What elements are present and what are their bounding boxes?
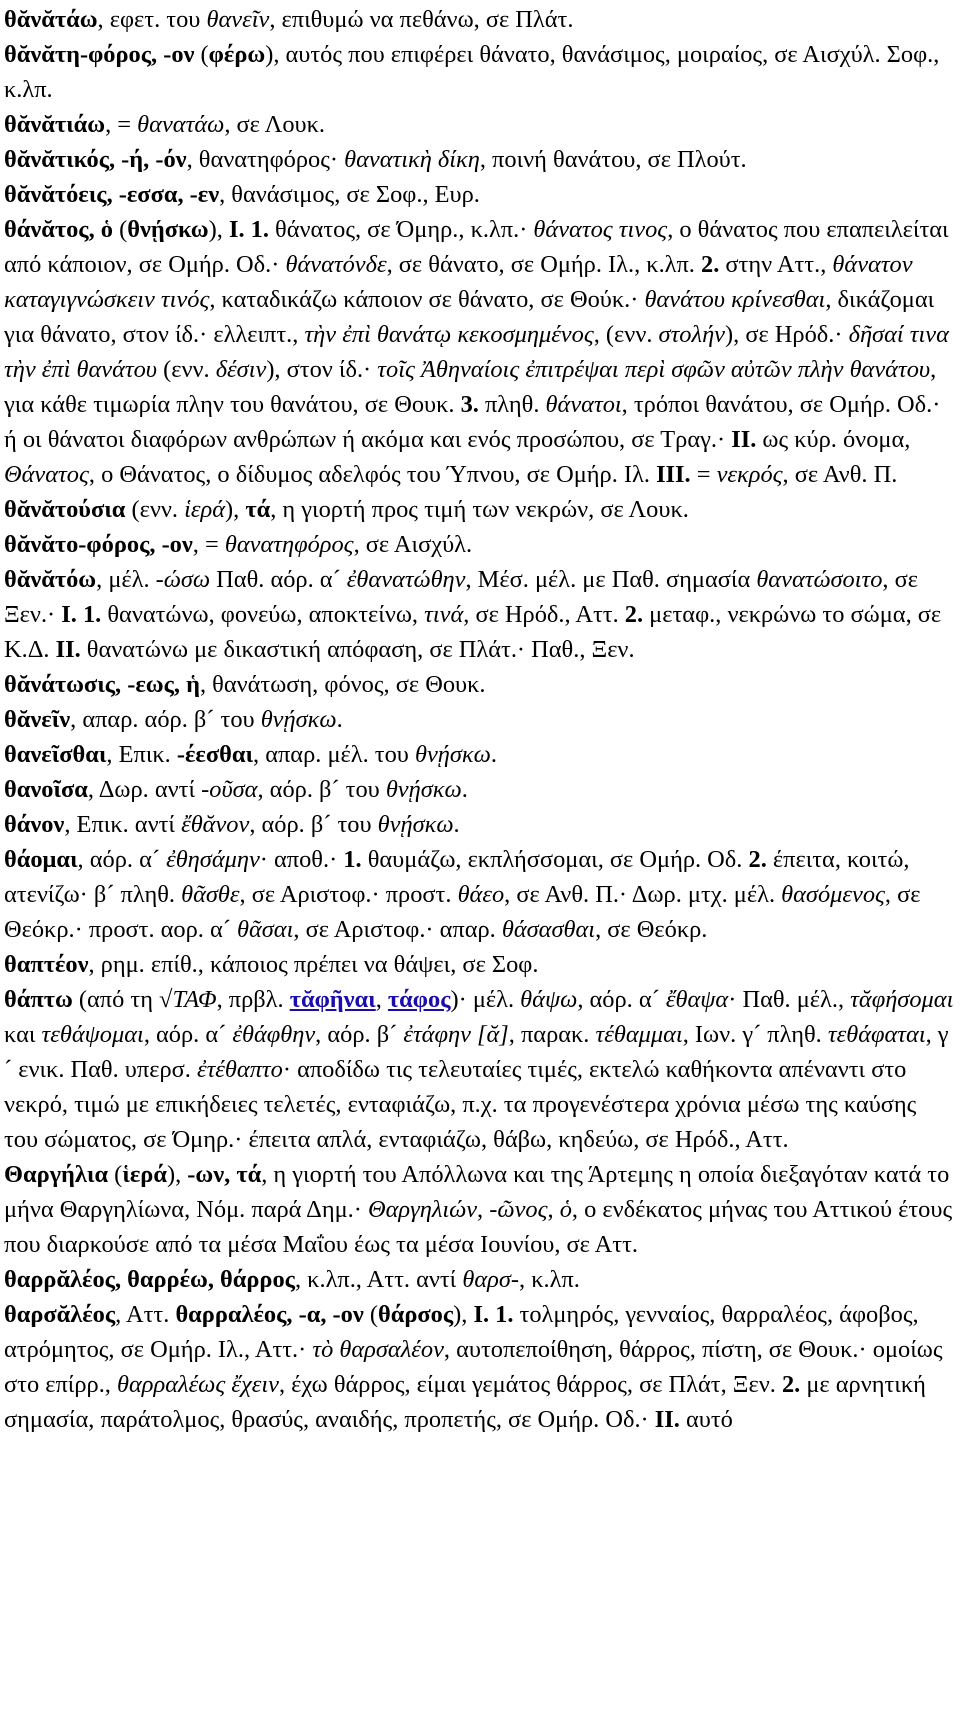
definition-text: . <box>490 741 497 768</box>
definition-text: , παρακ. <box>508 1021 596 1048</box>
definition-text: , κ.λπ., Αττ. αντί <box>294 1266 463 1293</box>
dictionary-entry <box>4 842 956 947</box>
dictionary-entry <box>4 37 956 107</box>
definition-text: , εφετ. του <box>97 6 207 33</box>
italic-text: τεθάφαται <box>827 1021 926 1048</box>
italic-text: θανεῖν <box>206 6 270 33</box>
italic-text: Θάνατος <box>4 461 89 488</box>
headword-text: θᾰνάτωσις, -εως, ἡ <box>4 671 200 698</box>
headword-text: θᾰνᾰτιάω <box>4 111 106 138</box>
italic-text: θασόμενος <box>781 881 885 908</box>
definition-text: . <box>453 811 460 838</box>
dictionary-entry <box>4 1157 956 1262</box>
definition-text: , η γιορτή του Απόλλωνα και της Άρτεμης η οποία διεξαγόταν κατά το μήνα Θαργηλίωνα, Νόμ. παρά Δημ.· <box>4 1161 950 1223</box>
headword-text: θαρρᾰλέος, θαρρέω, θάρρος <box>4 1266 295 1293</box>
definition-text: , αόρ. α´ <box>577 986 666 1013</box>
headword-text: θᾰνᾰτόεις, -εσσα, -εν <box>4 181 220 208</box>
headword-text: I. 1. <box>228 216 269 243</box>
headword-text: 1. <box>343 846 362 873</box>
headword-text: 2. <box>701 251 720 278</box>
dictionary-entry <box>4 1297 956 1437</box>
italic-text: ἐθησάμην <box>166 846 260 873</box>
italic-text: νεκρός <box>716 461 783 488</box>
italic-text: ἐθανατώθην <box>346 566 466 593</box>
definition-text: θανατώνω, φονεύω, αποκτείνω, <box>101 601 425 628</box>
italic-text: στολήν <box>658 321 725 348</box>
definition-text: θανατώνω με δικαστική απόφαση, σε Πλάτ.· Παθ., Ξεν. <box>80 636 635 663</box>
definition-text: , σε Ανθ. Π.· Δωρ. μτχ. μέλ. <box>504 881 782 908</box>
definition-text: θαυμάζω, εκπλήσσομαι, σε Ομήρ. Οδ. <box>361 846 749 873</box>
headword-text: θᾰνᾰτάω <box>4 6 98 33</box>
italic-text: τέθαμμαι <box>595 1021 683 1048</box>
italic-text: θανάτου κρίνεσθαι <box>644 286 826 313</box>
definition-text: , <box>547 1196 560 1223</box>
headword-text: θᾰνᾰτικός, -ή, -όν <box>4 146 187 173</box>
dictionary-entry <box>4 772 956 807</box>
definition-text: , Μέσ. μέλ. με Παθ. σημασία <box>465 566 757 593</box>
definition-text: )· μέλ. <box>450 986 521 1013</box>
dictionary-entry <box>4 527 956 562</box>
headword-text: 2. <box>748 846 767 873</box>
definition-text: ως κύρ. όνομα, <box>756 426 911 453</box>
italic-text: θάνατος τινος <box>533 216 668 243</box>
headword-text: θᾰνεῖν <box>4 706 71 733</box>
italic-text: θνῄσκω <box>385 776 462 803</box>
definition-text: , Αττ. <box>115 1301 176 1328</box>
definition-text: , Επικ. αντί <box>64 811 182 838</box>
italic-text: δέσιν <box>215 356 267 383</box>
definition-text: , - <box>477 1196 498 1223</box>
definition-text: στην Αττ., <box>719 251 833 278</box>
headword-text: θανοῖσα <box>4 776 88 803</box>
definition-text: , = <box>192 531 225 558</box>
definition-text: , κ.λπ. <box>519 1266 580 1293</box>
dictionary-entry <box>4 562 956 667</box>
definition-text: , σε Ξεν.· <box>4 566 919 628</box>
headword-text: θᾰνᾰτο-φόρος, -ον <box>4 531 193 558</box>
italic-text: ώσω <box>163 566 211 593</box>
headword-text: θᾰνᾰτούσια <box>4 496 126 523</box>
italic-text: θαρραλέως ἔχειν <box>117 1371 279 1398</box>
italic-text: ἐτάφην [ᾰ] <box>403 1021 509 1048</box>
definition-text: , για κάθε τιμωρία πλην του θανάτου, σε Θουκ. <box>4 356 937 418</box>
headword-text: θάομαι <box>4 846 78 873</box>
cross-reference-link[interactable]: τᾰφῆναι <box>289 986 376 1013</box>
italic-text: ΤΑΦ <box>172 986 217 1013</box>
italic-text: θνῄσκω <box>377 811 454 838</box>
dictionary-entry <box>4 702 956 737</box>
headword-text: 2. <box>781 1371 801 1398</box>
definition-text: , (ενν. <box>593 321 659 348</box>
definition-text: , = <box>105 111 138 138</box>
headword-text: θᾰνᾰτη-φόρος, -ον <box>4 41 195 68</box>
dictionary-entry <box>4 667 956 702</box>
headword-text: θάνον <box>4 811 65 838</box>
headword-text: θνῄσκω <box>127 216 209 243</box>
dictionary-entry <box>4 982 956 1157</box>
definition-text: , πρβλ. <box>216 986 290 1013</box>
definition-text: , Επικ. <box>106 741 177 768</box>
definition-text: , θανάτωση, φόνος, σε Θουκ. <box>199 671 486 698</box>
italic-text: θᾶσθε <box>181 881 240 908</box>
definition-text: αυτό <box>679 1406 733 1433</box>
definition-text: , αυτοπεποίθηση, θάρρος, πίστη, σε Θουκ.· ομοίως στο επίρρ., <box>4 1336 943 1398</box>
dictionary-entry <box>4 2 956 37</box>
headword-text: III. <box>656 461 691 488</box>
definition-text: πληθ. <box>478 391 546 418</box>
definition-text: (ενν. <box>125 496 185 523</box>
italic-text: θάσασθαι <box>501 916 596 943</box>
definition-text: , θανάσιμος, σε Σοφ., Ευρ. <box>219 181 480 208</box>
definition-text: , ρημ. επίθ., κάποιος πρέπει να θάψει, σε Σοφ. <box>88 951 539 978</box>
definition-text: , σε Λουκ. <box>224 111 326 138</box>
headword-text: θάνᾰτος, ὁ <box>4 216 113 243</box>
dictionary-entry <box>4 107 956 142</box>
definition-text: , αόρ. α´ <box>77 846 167 873</box>
definition-text: = <box>690 461 717 488</box>
italic-text: ὁ <box>559 1196 572 1223</box>
definition-text: , η γιορτή προς τιμή των νεκρών, σε Λουκ. <box>270 496 689 523</box>
definition-text: , Ιων. γ´ πληθ. <box>682 1021 828 1048</box>
headword-text: φέρω <box>208 41 266 68</box>
headword-text: θαρσᾰλέος <box>4 1301 116 1328</box>
italic-text: θανατηφόρος <box>224 531 354 558</box>
italic-text: ἔθᾰνον <box>181 811 250 838</box>
definition-text: , σε Ηρόδ., Αττ. <box>463 601 625 628</box>
italic-text: θανατώσοιτο <box>756 566 883 593</box>
definition-text: Παθ. αόρ. α´ <box>210 566 347 593</box>
definition-text: , έχω θάρρος, είμαι γεμάτος θάρρος, σε Πλάτ, Ξεν. <box>278 1371 782 1398</box>
definition-text: θάνατος, σε Όμηρ., κ.λπ.· <box>268 216 534 243</box>
italic-text: οῦσα <box>209 776 258 803</box>
dictionary-entry <box>4 1262 956 1297</box>
definition-text: (από τη √ <box>72 986 173 1013</box>
definition-text: , θανατηφόρος· <box>186 146 345 173</box>
definition-text: . <box>461 776 468 803</box>
italic-text: θανατάω <box>137 111 225 138</box>
definition-text: , επιθυμώ να πεθάνω, σε Πλάτ. <box>269 6 574 33</box>
definition-text: , δικάζομαι για θάνατο, στον ίδ.· ελλειπτ., <box>4 286 935 348</box>
italic-text: ἐθάφθην <box>232 1021 316 1048</box>
definition-text: ( <box>194 41 209 68</box>
italic-text: δῆσαί τινα τὴν ἐπὶ θανάτου <box>4 321 949 383</box>
definition-text: , σε Ανθ. Π. <box>782 461 898 488</box>
italic-text: τινά <box>424 601 464 628</box>
definition-text: ( <box>108 1161 123 1188</box>
dictionary-entry <box>4 492 956 527</box>
headword-text: τά <box>245 496 271 523</box>
definition-text: ), <box>166 1161 188 1188</box>
definition-text: (ενν. <box>157 356 216 383</box>
dictionary-entry <box>4 142 956 177</box>
italic-text: ἔθαψα <box>665 986 729 1013</box>
definition-text: ), σε Ηρόδ.· <box>725 321 849 348</box>
definition-text: , τρόποι θανάτου, σε Ομήρ. Οδ.· ή οι θάνατοι διαφόρων ανθρώπων ή ακόμα και ενός προσώπου, σε Τραγ.· <box>4 391 941 453</box>
definition-text: , αόρ. β´ <box>315 1021 404 1048</box>
italic-text: τεθάψομαι <box>41 1021 144 1048</box>
definition-text: , αόρ. α´ <box>143 1021 233 1048</box>
definition-text: , ποινή θανάτου, σε Πλούτ. <box>479 146 747 173</box>
definition-text: , μέλ. - <box>96 566 164 593</box>
definition-text: , αόρ. β´ του <box>249 811 378 838</box>
italic-text: ῶνος <box>497 1196 548 1223</box>
definition-text: , Δωρ. αντί - <box>87 776 210 803</box>
headword-text: θάπτω <box>4 986 73 1013</box>
italic-text: ἐτέθαπτο <box>196 1056 283 1083</box>
definition-text: , σε Αριστοφ.· προστ. <box>239 881 458 908</box>
definition-text: μεταφ., νεκρώνω το σώμα, σε Κ.Δ. <box>4 601 942 663</box>
definition-text: , γ´ ενικ. Παθ. υπερσ. <box>4 1021 949 1083</box>
definition-text: · αποθ.· <box>259 846 344 873</box>
definition-text: , απαρ. μέλ. του <box>253 741 415 768</box>
headword-text: θαρραλέος, -α, -ον <box>175 1301 364 1328</box>
definition-text: , σε Αριστοφ.· απαρ. <box>293 916 502 943</box>
italic-text: θαρσ- <box>462 1266 519 1293</box>
italic-text: τὸ θαρσαλέον <box>312 1336 444 1363</box>
definition-text: . <box>336 706 343 733</box>
definition-text: με αρνητική σημασία, παράτολμος, θρασύς, αναιδής, προπετής, σε Ομήρ. Οδ.· <box>4 1371 926 1433</box>
headword-text: -έεσθαι <box>176 741 254 768</box>
definition-text: , σε θάνατο, σε Ομήρ. Ιλ., κ.λπ. <box>386 251 702 278</box>
dictionary-entry <box>4 212 956 492</box>
definition-text: , <box>375 986 388 1013</box>
italic-text: τὴν ἐπὶ θανάτῳ κεκοσμημένος <box>304 321 594 348</box>
italic-text: τοῖς Ἀθηναίοις ἐπιτρέψαι περὶ σφῶν αὐτῶν πλὴν θανάτου <box>377 356 931 383</box>
headword-text: θάρσος <box>377 1301 454 1328</box>
dictionary-entry <box>4 177 956 212</box>
dictionary-entry <box>4 737 956 772</box>
definition-text: , ο θάνατος που επαπειλείται από κάποιον, σε Ομήρ. Οδ.· <box>4 216 949 278</box>
italic-text: θανατικὴ δίκη <box>344 146 480 173</box>
italic-text: θνῄσκω <box>260 706 337 733</box>
italic-text: θάνατον καταγιγνώσκειν τινός <box>4 251 913 313</box>
dictionary-entry <box>4 807 956 842</box>
definition-text: , αόρ. β´ του <box>257 776 386 803</box>
definition-text: τολμηρός, γενναίος, θαρραλέος, άφοβος, ατρόμητος, σε Ομήρ. Ιλ., Αττ.· <box>4 1301 919 1363</box>
headword-text: I. 1. <box>473 1301 514 1328</box>
headword-text: ἱερά <box>122 1161 167 1188</box>
italic-text: θάψω <box>520 986 578 1013</box>
definition-text: ), στον ίδ.· <box>266 356 378 383</box>
headword-text: I. 1. <box>61 601 102 628</box>
definition-text: , ο Θάνατος, ο δίδυμος αδελφός του Ύπνου, σε Ομήρ. Ιλ. <box>88 461 657 488</box>
headword-text: II. <box>654 1406 680 1433</box>
headword-text: II. <box>731 426 757 453</box>
headword-text: θᾰνᾰτόω <box>4 566 97 593</box>
definition-text: , σε Θεόκρ.· προστ. αορ. α´ <box>4 881 921 943</box>
definition-text: ), <box>453 1301 474 1328</box>
definition-text: ( <box>112 216 128 243</box>
italic-text: Θαργηλιών <box>368 1196 478 1223</box>
definition-text: ), <box>225 496 246 523</box>
headword-text: θανεῖσθαι <box>4 741 107 768</box>
headword-text: Θαργήλια <box>4 1161 109 1188</box>
italic-text: ἱερά <box>184 496 226 523</box>
definition-text: ), <box>208 216 229 243</box>
headword-text: II. <box>55 636 81 663</box>
definition-text: ), αυτός που επιφέρει θάνατο, θανάσιμος, μοιραίος, σε Αισχύλ. Σοφ., κ.λπ. <box>4 41 940 103</box>
definition-text: · αποδίδω τις τελευταίες τιμές, εκτελώ καθήκοντα απέναντι στο νεκρό, τιμώ με επικήδειες τελετές, ενταφιάζω, π.χ. τα προγενέστερα χρόνια μέσω της καύσης του σώματος, σε Όμηρ.· έπειτα απλά, ενταφιάζω, θάβω, κηδεύω, σε Ηρόδ., Αττ. <box>4 1056 917 1153</box>
italic-text: θάεο <box>457 881 505 908</box>
headword-text: θαπτέον <box>4 951 89 978</box>
headword-text: 2. <box>624 601 644 628</box>
italic-text: θάνατοι <box>545 391 622 418</box>
italic-text: θάνατόνδε <box>285 251 387 278</box>
definition-text: , καταδικάζω κάποιον σε θάνατο, σε Θούκ.· <box>209 286 645 313</box>
definition-text: και <box>4 1021 42 1048</box>
definition-text: · Παθ. μέλ., <box>728 986 851 1013</box>
cross-reference-link[interactable]: τάφος <box>387 986 451 1013</box>
headword-text: -ων, τά <box>187 1161 262 1188</box>
definition-text: , σε Θεόκρ. <box>595 916 708 943</box>
italic-text: θᾶσαι <box>237 916 294 943</box>
italic-text: τᾰφήσομαι <box>850 986 954 1013</box>
definition-text: έπειτα, κοιτώ, ατενίζω· β´ πληθ. <box>4 846 910 908</box>
definition-text: , ο ενδέκατος μήνας του Αττικού έτους που διαρκούσε από τα μέσα Μαΐου έως τα μέσα Ιουνίου, σε Αττ. <box>4 1196 953 1258</box>
dictionary-entry <box>4 947 956 982</box>
headword-text: 3. <box>460 391 479 418</box>
italic-text: θνῄσκω <box>414 741 491 768</box>
definition-text: ( <box>363 1301 378 1328</box>
definition-text: , σε Αισχύλ. <box>353 531 473 558</box>
definition-text: , απαρ. αόρ. β´ του <box>70 706 261 733</box>
